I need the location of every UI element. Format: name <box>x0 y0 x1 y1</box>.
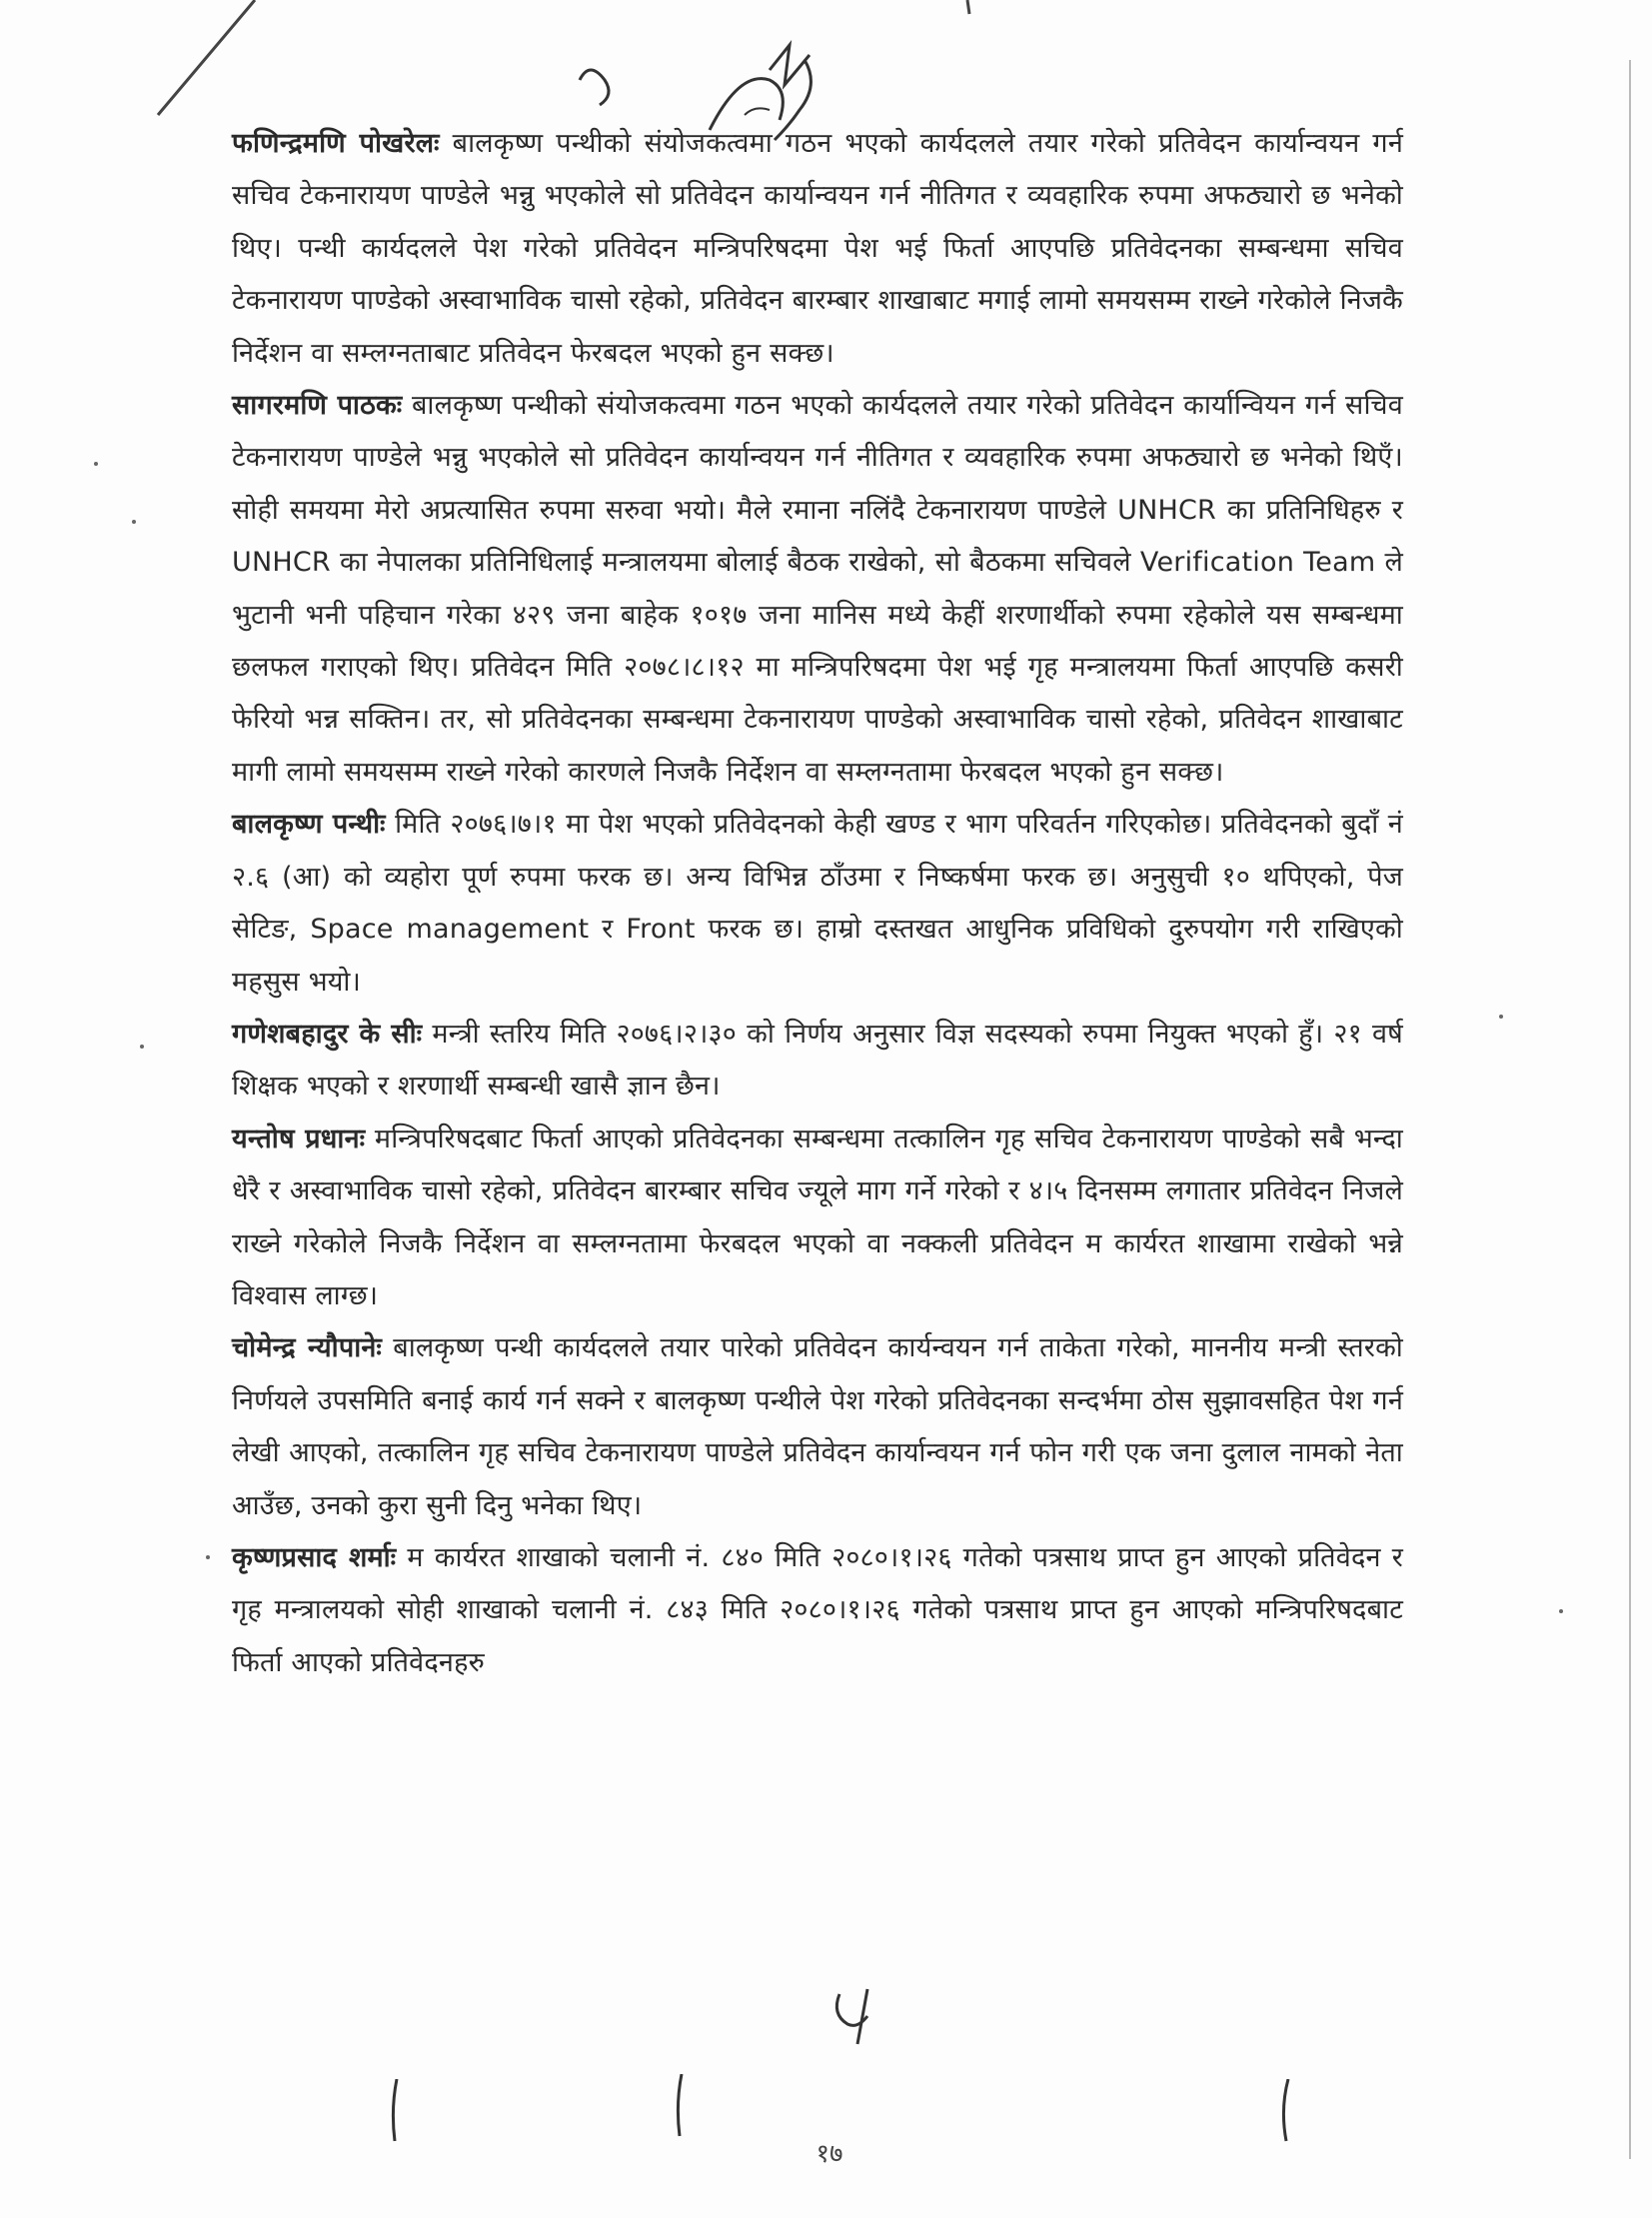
statement-text: म कार्यरत शाखाको चलानी नं. ८४० मिति २०८०।१।२६ गतेको पत्रसाथ प्राप्त हुन आएको प्रतिवेदन र गृह मन्त्रालयको सोही शाखाको चलानी नं. ८४३ मिति २०८०।१।२६ गतेको पत्रसाथ प्राप्त हुन आएको मन्त्रिपरिषदबाट फिर्ता आएको प्रतिवेदनहरु <box>232 1541 1403 1678</box>
scan-speck <box>132 520 136 524</box>
statement-text: मिति २०७६।७।१ मा पेश भएको प्रतिवेदनको केही खण्ड र भाग परिवर्तन गरिएकोछ। प्रतिवेदनको बुदाँ नं २.६ (आ) को व्यहोरा पूर्ण रुपमा फरक छ। अन्य विभिन्न ठाँउमा र निष्कर्षमा फरक छ। अनुसुची १० थपिएको, पेज सेटिङ, Space management र Front फरक छ। हाम्रो दस्तखत आधुनिक प्रविधिको दुरुपयोग गरी राखिएको महसुस भयो। <box>232 809 1403 998</box>
statement-text: बालकृष्ण पन्थी कार्यदलले तयार पारेको प्रतिवेदन कार्यन्वयन गर्न ताकेता गरेको, माननीय मन्त्री स्तरको निर्णयले उपसमिति बनाई कार्य गर्न सक्ने र बालकृष्ण पन्थीले पेश गरेको प्रतिवेदनका सन्दर्भमा ठोस सुझावसहित पेश गर्न लेखी आएको, तत्कालिन गृह सचिव टेकनारायण पाण्डेले प्रतिवेदन कार्यान्वयन गर्न फोन गरी एक जना दुलाल नामको नेता आउँछ, उनको कुरा सुनी दिनु भनेका थिए। <box>232 1332 1403 1521</box>
signature-stroke-middle <box>670 2074 690 2144</box>
statement-paragraph <box>232 1113 1403 1323</box>
speaker-name: यन्तोष प्रधानः <box>232 1122 366 1154</box>
statement-paragraph <box>232 1322 1403 1532</box>
statement-text: बालकृष्ण पन्थीको संयोजकत्वमा गठन भएको कार्यदलले तयार गरेको प्रतिवेदन कार्यान्वयन गर्न सचिव टेकनारायण पाण्डेले भन्नु भएकोले सो प्रतिवेदन कार्यान्वयन गर्न नीतिगत र व्यवहारिक रुपमा अफठ्यारो छ भनेको थिए। पन्थी कार्यदलले पेश गरेको प्रतिवेदन मन्त्रिपरिषदमा पेश भई फिर्ता आएपछि प्रतिवेदनका सम्बन्धमा सचिव टेकनारायण पाण्डेको अस्वाभाविक चासो रहेको, प्रतिवेदन बारम्बार शाखाबाट मगाई लामो समयसम्म राख्ने गरेकोले निजकै निर्देशन वा सम्लग्नताबाट प्रतिवेदन फेरबदल भएको हुन सक्छ। <box>232 128 1403 369</box>
document-body <box>232 118 1403 1689</box>
statement-text: बालकृष्ण पन्थीको संयोजकत्वमा गठन भएको कार्यदलले तयार गरेको प्रतिवेदन कार्यान्वियन गर्न सचिव टेकनारायण पाण्डेले भन्नु भएकोले सो प्रतिवेदन कार्यान्वयन गर्न नीतिगत र व्यवहारिक रुपमा अफठ्यारो छ भनेको थिएँ। सोही समयमा मेरो अप्रत्यासित रुपमा सरुवा भयो। मैले रमाना नलिंदै टेकनारायण पाण्डेले UNHCR का प्रतिनिधिहरु र UNHCR का नेपालका प्रतिनिधिलाई मन्त्रालयमा बोलाई बैठक राखेको, सो बैठकमा सचिवले Verification Team ले भुटानी भनी पहिचान गरेका ४२९ जना बाहेक १०१७ जना मानिस मध्ये केहीं शरणार्थीको रुपमा रहेकोले यस सम्बन्धमा छलफल गराएको थिए। प्रतिवेदन मिति २०७८।८।१२ मा मन्त्रिपरिषदमा पेश भई गृह मन्त्रालयमा फिर्ता आएपछि कसरी फेरियो भन्न सक्तिन। तर, सो प्रतिवेदनका सम्बन्धमा टेकनारायण पाण्डेको अस्वाभाविक चासो रहेको, प्रतिवेदन शाखाबाट मागी लामो समयसम्म राख्ने गरेको कारणले निजकै निर्देशन वा सम्लग्नतामा फेरबदल भएको हुन सक्छ। <box>232 390 1403 788</box>
scan-speck <box>206 1555 210 1559</box>
statement-paragraph <box>232 118 1403 380</box>
speaker-name: गणेशबहादुर के सीः <box>232 1018 423 1050</box>
statement-paragraph <box>232 380 1403 799</box>
statement-paragraph <box>232 1009 1403 1113</box>
scan-speck <box>1499 1015 1503 1019</box>
signature-stroke-left <box>385 2079 405 2149</box>
page-number: १७ <box>816 2139 843 2169</box>
scan-speck <box>1559 1609 1563 1613</box>
statement-text: मन्त्रिपरिषदबाट फिर्ता आएको प्रतिवेदनका सम्बन्धमा तत्कालिन गृह सचिव टेकनारायण पाण्डेको सबै भन्दा धेरै र अस्वाभाविक चासो रहेको, प्रतिवेदन बारम्बार सचिव ज्यूले माग गर्ने गरेको र ४।५ दिनसम्म लगातार प्रतिवेदन निजले राख्ने गरेकोले निजकै निर्देशन वा सम्लग्नतामा फेरबदल भएको वा नक्कली प्रतिवेदन म कार्यरत शाखामा राखेको भन्ने विश्वास लाग्छ। <box>232 1122 1403 1311</box>
top-tick-mark <box>959 0 979 20</box>
speaker-name: चोमेन्द्र न्यौपानेः <box>232 1332 383 1364</box>
speaker-name: कृष्णप्रसाद शर्माः <box>232 1541 397 1573</box>
scan-edge-line <box>150 0 270 120</box>
scan-speck <box>140 1045 144 1049</box>
speaker-name: सागरमणि पाठकः <box>232 390 403 422</box>
statement-paragraph <box>232 799 1403 1009</box>
statement-text: मन्त्री स्तरिय मिति २०७६।२।३० को निर्णय अनुसार विज्ञ सदस्यको रुपमा नियुक्त भएको हुँ। २१ वर्ष शिक्षक भएको र शरणार्थी सम्बन्धी खासै ज्ञान छैन। <box>232 1018 1403 1103</box>
signature-stroke-right <box>1274 2079 1294 2149</box>
bottom-initial-signature <box>820 1984 899 2054</box>
speaker-name: फणिन्द्रमणि पोखरेलः <box>232 128 440 159</box>
scan-speck <box>94 462 98 466</box>
scan-right-edge <box>1629 60 1631 2159</box>
statement-paragraph <box>232 1532 1403 1689</box>
speaker-name: बालकृष्ण पन्थीः <box>232 809 386 841</box>
